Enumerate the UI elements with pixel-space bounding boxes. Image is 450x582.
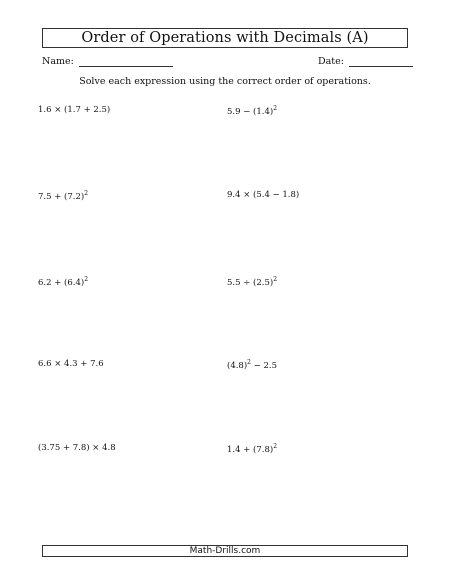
problem-9-expression: (3.75 + 7.8) × 4.8	[38, 443, 116, 453]
problem-9	[38, 443, 116, 453]
problem-2-expression: 5.9 − (1.4)	[227, 107, 274, 117]
name-label: Name:	[42, 56, 74, 67]
problem-5-exponent: 2	[84, 276, 89, 283]
problem-10-exponent: 2	[273, 443, 278, 450]
name-line	[79, 56, 173, 67]
problem-6-exponent: 2	[273, 276, 278, 283]
instructions: Solve each expression using the correct order of operations.	[79, 76, 371, 87]
problem-10	[227, 445, 277, 455]
problem-6	[227, 278, 277, 288]
problem-1-expression: 1.6 × (1.7 + 2.5)	[38, 105, 111, 115]
problem-3-expression: 7.5 + (7.2)	[38, 192, 85, 202]
footer-brand: Math-Drills.com	[42, 545, 408, 557]
problem-7	[38, 359, 104, 369]
date-label: Date:	[318, 56, 344, 67]
problem-5	[38, 278, 88, 288]
date-line	[349, 56, 413, 67]
problem-2-exponent: 2	[273, 105, 278, 112]
name-field	[42, 56, 173, 67]
problem-8-remainder: − 2.5	[250, 361, 278, 371]
worksheet-title: Order of Operations with Decimals (A)	[42, 28, 408, 48]
problem-5-expression: 6.2 + (6.4)	[38, 278, 85, 288]
problem-2	[227, 107, 277, 117]
problem-4	[227, 190, 299, 200]
problem-8-expression: (4.8)	[227, 361, 248, 371]
problem-6-expression: 5.5 ÷ (2.5)	[227, 278, 274, 288]
problem-3	[38, 192, 88, 202]
problem-3-exponent: 2	[84, 190, 89, 197]
problem-8	[227, 361, 277, 371]
date-field	[318, 56, 413, 67]
problem-4-expression: 9.4 × (5.4 − 1.8)	[227, 190, 300, 200]
problem-7-expression: 6.6 × 4.3 + 7.6	[38, 359, 104, 369]
problem-10-expression: 1.4 + (7.8)	[227, 445, 274, 455]
problem-1	[38, 105, 110, 115]
problem-8-exponent: 2	[247, 359, 251, 366]
